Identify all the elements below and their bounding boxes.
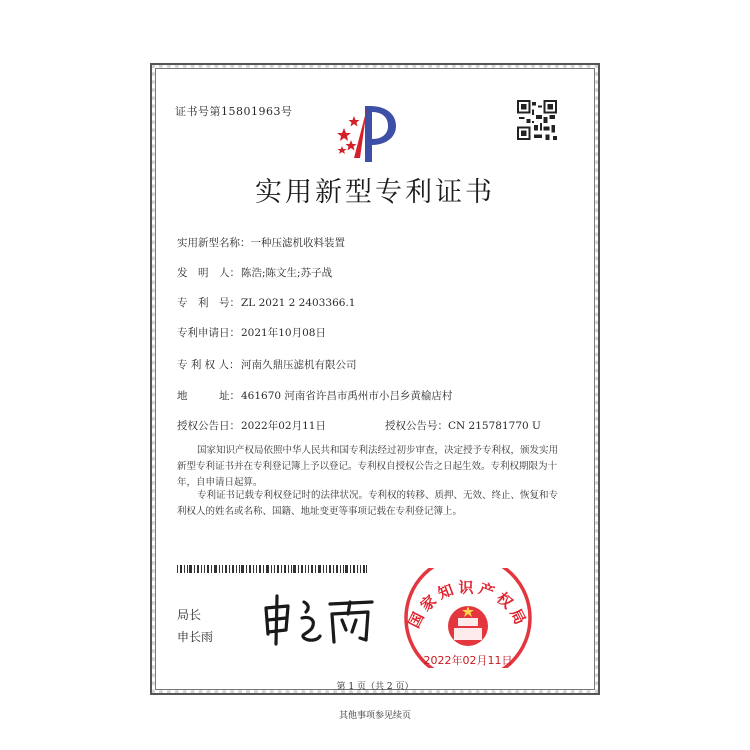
field-patentee bbox=[177, 357, 357, 372]
field-label: 授权公告日： bbox=[177, 420, 240, 432]
field-value: 陈浩;陈文生;苏子战 bbox=[241, 267, 333, 279]
field-utility-model-name bbox=[177, 235, 345, 250]
field-patent-number bbox=[177, 295, 355, 310]
field-label: 专 利 权 人： bbox=[177, 359, 240, 371]
field-value: CN 215781770 U bbox=[448, 420, 541, 432]
footer-note: 其他事项参见续页 bbox=[338, 711, 411, 721]
certificate-number: 证书号第15801963号 bbox=[175, 105, 293, 118]
director-name: 申长雨 bbox=[177, 630, 214, 644]
field-label: 发 明 人： bbox=[177, 267, 240, 279]
field-value: 461670 河南省许昌市禹州市小吕乡黄榆店村 bbox=[241, 390, 453, 402]
field-grant-number bbox=[385, 418, 541, 433]
star-icon bbox=[349, 116, 360, 127]
paragraph-line: 专利证书记载专利权登记时的法律状况。专利权的转移、质押、无效、终止、恢复和专 bbox=[197, 490, 559, 501]
barcode-icon bbox=[177, 565, 367, 573]
field-application-date bbox=[177, 325, 326, 340]
legal-status-paragraph bbox=[177, 488, 567, 520]
field-inventor bbox=[177, 265, 332, 280]
director-title: 局长 bbox=[177, 608, 202, 622]
cnipa-logo-icon bbox=[330, 98, 410, 166]
field-address bbox=[177, 388, 452, 403]
svg-text:2022年02月11日: 2022年02月11日 bbox=[423, 654, 513, 667]
paragraph-line: 新型专利证书并在专利登记簿上予以登记。专利权自授权公告之日起生效。专利权期限为十 bbox=[177, 461, 558, 472]
grant-statement-paragraph bbox=[177, 443, 567, 491]
field-label: 专 利 号： bbox=[177, 297, 240, 309]
certificate-title: 实用新型专利证书 bbox=[255, 177, 495, 208]
field-value: 一种压滤机收料装置 bbox=[250, 237, 345, 249]
paragraph-line: 利权人的姓名或名称、国籍、地址变更等事项记载在专利登记簿上。 bbox=[177, 506, 463, 517]
field-value: ZL 2021 2 2403366.1 bbox=[241, 297, 356, 309]
field-label: 地 址： bbox=[177, 390, 240, 402]
paragraph-line: 国家知识产权局依照中华人民共和国专利法经过初步审查，决定授予专利权，颁发实用 bbox=[197, 445, 559, 456]
star-icon bbox=[346, 140, 357, 151]
field-label: 实用新型名称： bbox=[177, 237, 251, 249]
paragraph-line: 年，自申请日起算。 bbox=[177, 477, 263, 488]
director-signature bbox=[260, 590, 380, 648]
field-value: 2022年02月11日 bbox=[241, 420, 326, 432]
svg-text:国家知识产权局: 国家知识产权局 bbox=[404, 578, 532, 631]
star-icon bbox=[338, 146, 347, 154]
field-value: 2021年10月08日 bbox=[241, 327, 326, 339]
field-value: 河南久鼎压滤机有限公司 bbox=[241, 359, 357, 371]
field-label: 授权公告号： bbox=[385, 420, 448, 432]
qr-code-icon bbox=[517, 100, 557, 140]
field-label: 专利申请日： bbox=[177, 327, 240, 339]
star-icon bbox=[337, 128, 351, 141]
official-seal-stamp bbox=[402, 568, 534, 668]
field-grant-date bbox=[177, 418, 326, 433]
page-indicator: 第 1 页（共 2 页） bbox=[336, 682, 414, 692]
